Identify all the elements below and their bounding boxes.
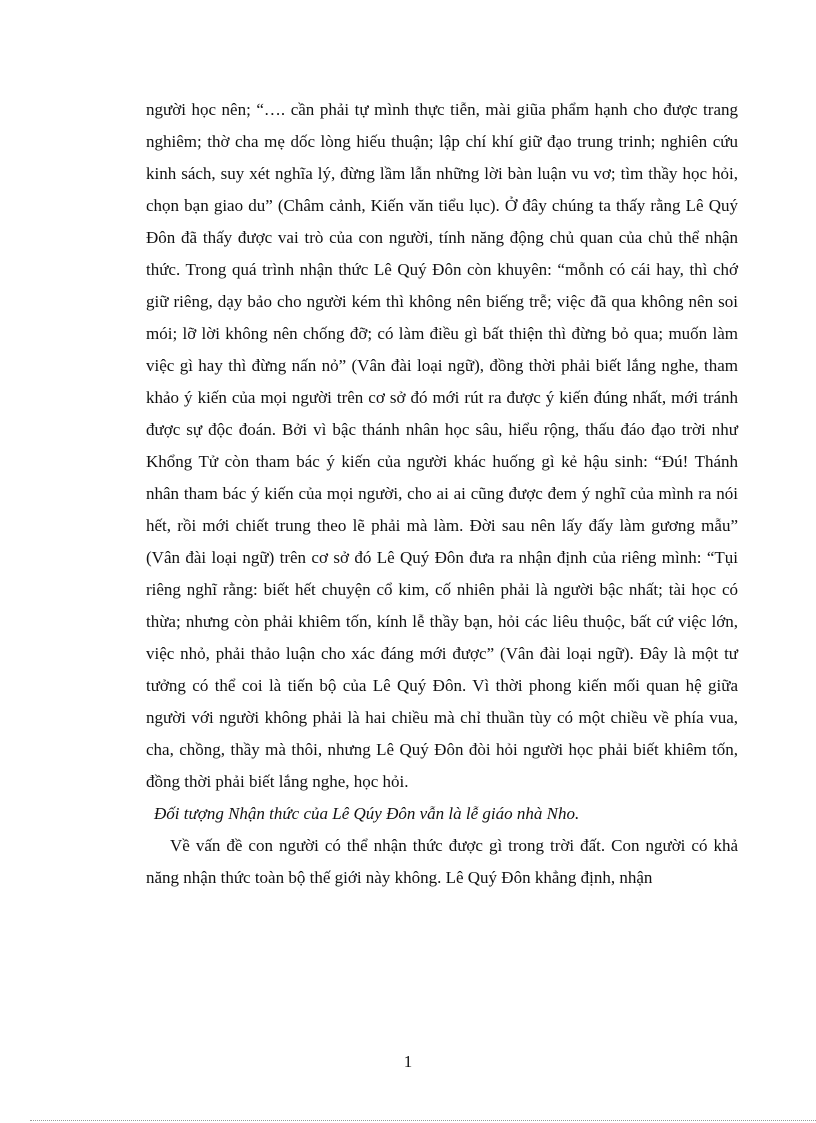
italic-subheading: Đối tượng Nhận thức của Lê Qúy Đôn vẫn là lễ giáo nhà Nho. bbox=[154, 804, 580, 823]
page-number: 1 bbox=[403, 1052, 413, 1071]
page-boundary-divider bbox=[30, 1120, 816, 1121]
paragraph-new: Về vấn đề con người có thể nhận thức được gì trong trời đất. Con người có khả năng nhận thức toàn bộ thế giới này không. Lê Quý Đôn khẳng định, nhận bbox=[146, 836, 738, 887]
paragraph-continuation: người học nên; “…. cần phải tự mình thực tiễn, mài giũa phẩm hạnh cho được trang nghiêm; thờ cha mẹ dốc lòng hiếu thuận; lập chí khí giữ đạo trung trinh; nghiên cứu kinh sách, suy xét nghĩa lý, đừng lầm lẫn những lời bàn luận vu vơ; tìm thầy học hỏi, chọn bạn giao du” (Châm cảnh, Kiến văn tiểu lục). Ở đây chúng ta thấy rằng Lê Quý Đôn đã thấy được vai trò của con người, tính năng động chủ quan của chủ thể nhận thức. Trong quá trình nhận thức Lê Quý Đôn còn khuyên: “mỗnh có cái hay, thì chớ giữ riêng, dạy bảo cho người kém thì không nên biếng trễ; việc đã qua không nên soi mói; lỡ lời không nên chống đỡ; có làm điều gì bất thiện thì đừng bỏ qua; muốn làm việc gì hay thì đừng nấn nỏ” (Vân đài loại ngữ), đồng thời phải biết lắng nghe, tham khảo ý kiến của mọi người trên cơ sở đó mới rút ra được ý kiến đúng nhất, mới tránh được sự độc đoán. Bởi vì bậc thánh nhân học sâu, hiểu rộng, thấu đáo đạo trời như Khổng Tử còn tham bác ý kiến của người khác huống gì kẻ hậu sinh: “Đú! Thánh nhân tham bác ý kiến của mọi người, cho ai ai cũng được đem ý nghĩ của mình ra nói hết, rồi mới chiết trung theo lẽ phải mà làm. Đời sau nên lấy đấy làm gương mẫu” (Vân đài loại ngữ) trên cơ sở đó Lê Quý Đôn đưa ra nhận định của riêng mình: “Tụi riêng nghĩ rằng: biết hết chuyện cổ kim, cố nhiên phải là người bậc nhất; tài học có thừa; nhưng còn phải khiêm tốn, kính lễ thầy bạn, hỏi các liêu thuộc, bất cứ việc lớn, việc nhỏ, phải thảo luận cho xác đáng mới được” (Vân đài loại ngữ). Đây là một tư tưởng có thể coi là tiến bộ của Lê Quý Đôn. Vì thời phong kiến mối quan hệ giữa người với người không phải là hai chiều mà chỉ thuần tùy có một chiều về phía vua, cha, chồng, thầy mà thôi, nhưng Lê Quý Đôn đòi hỏi người học phải biết khiêm tốn, đồng thời phải biết lắng nghe, học hỏi. bbox=[146, 100, 738, 791]
document-body bbox=[146, 94, 738, 894]
